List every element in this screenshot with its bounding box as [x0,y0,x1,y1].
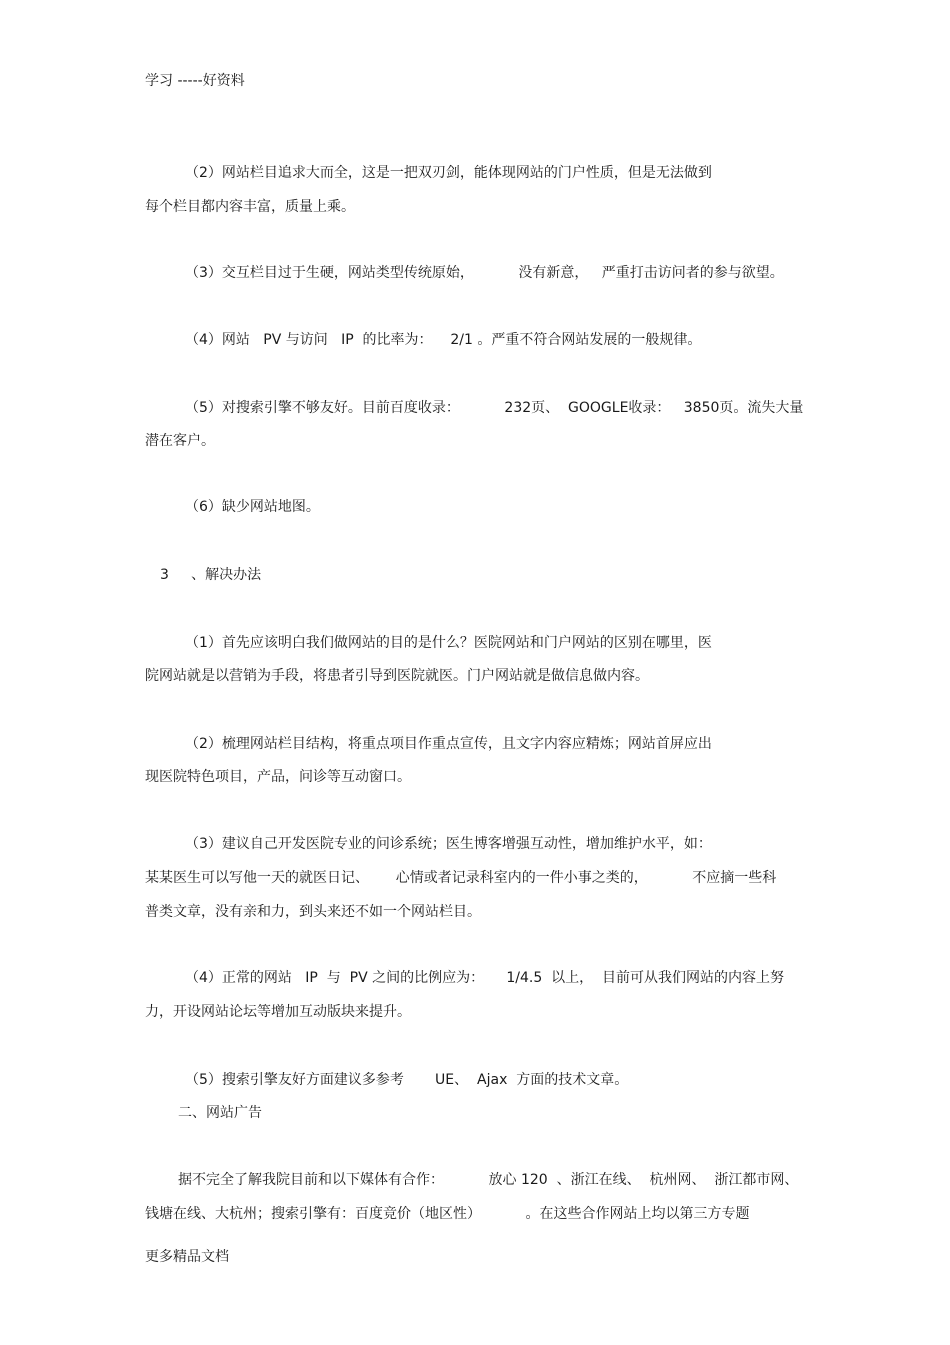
text-line: 据不完全了解我院目前和以下媒体有合作： 放心 120 、浙江在线、 杭州网、 浙江都市网、 [178,1172,799,1188]
text-line: （3）交互栏目过于生硬，网站类型传统原始， 没有新意， 严重打击访问者的参与欲望。 [185,265,784,281]
text-line: （3）建议自己开发医院专业的问诊系统；医生博客增强互动性，增加维护水平，如： [185,836,712,852]
text-line: （2）网站栏目追求大而全，这是一把双刃剑，能体现网站的门户性质，但是无法做到 [185,165,712,181]
text-line: （5）对搜索引擎不够友好。目前百度收录： 232页、 GOOGLE收录： 3850页。流失大量 [185,400,804,416]
section-heading-ads: 二、网站广告 [178,1105,262,1121]
section-heading-solutions: 3 、解决办法 [160,567,262,583]
text-line: （2）梳理网站栏目结构，将重点项目作重点宣传，且文字内容应精炼；网站首屏应出 [185,736,712,752]
text-line: 普类文章，没有亲和力，到头来还不如一个网站栏目。 [145,904,481,920]
text-line: 某某医生可以写他一天的就医日记、 心情或者记录科室内的一件小事之类的， 不应摘一些科 [145,870,777,886]
text-line: 力，开设网站论坛等增加互动版块来提升。 [145,1004,411,1020]
text-line: 每个栏目都内容丰富，质量上乘。 [145,199,355,215]
text-line: 院网站就是以营销为手段，将患者引导到医院就医。门户网站就是做信息做内容。 [145,668,649,684]
text-line: 潜在客户。 [145,433,215,449]
text-line: 现医院特色项目，产品，问诊等互动窗口。 [145,769,411,785]
text-line: （4）网站 PV 与访问 IP 的比率为： 2/1 。严重不符合网站发展的一般规律。 [185,332,702,348]
page-header: 学习 -----好资料 [145,73,245,89]
text-line: （1）首先应该明白我们做网站的目的是什么？医院网站和门户网站的区别在哪里，医 [185,635,712,651]
page-footer: 更多精品文档 [145,1249,229,1265]
text-line: （5）搜索引擎友好方面建议多参考 UE、 Ajax 方面的技术文章。 [185,1072,629,1088]
text-line: 钱塘在线、大杭州；搜索引擎有：百度竞价（地区性） 。在这些合作网站上均以第三方专题 [145,1206,750,1222]
text-line: （4）正常的网站 IP 与 PV 之间的比例应为： 1/4.5 以上， 目前可从我们网站的内容上努 [185,970,785,986]
text-line: （6）缺少网站地图。 [185,499,320,515]
